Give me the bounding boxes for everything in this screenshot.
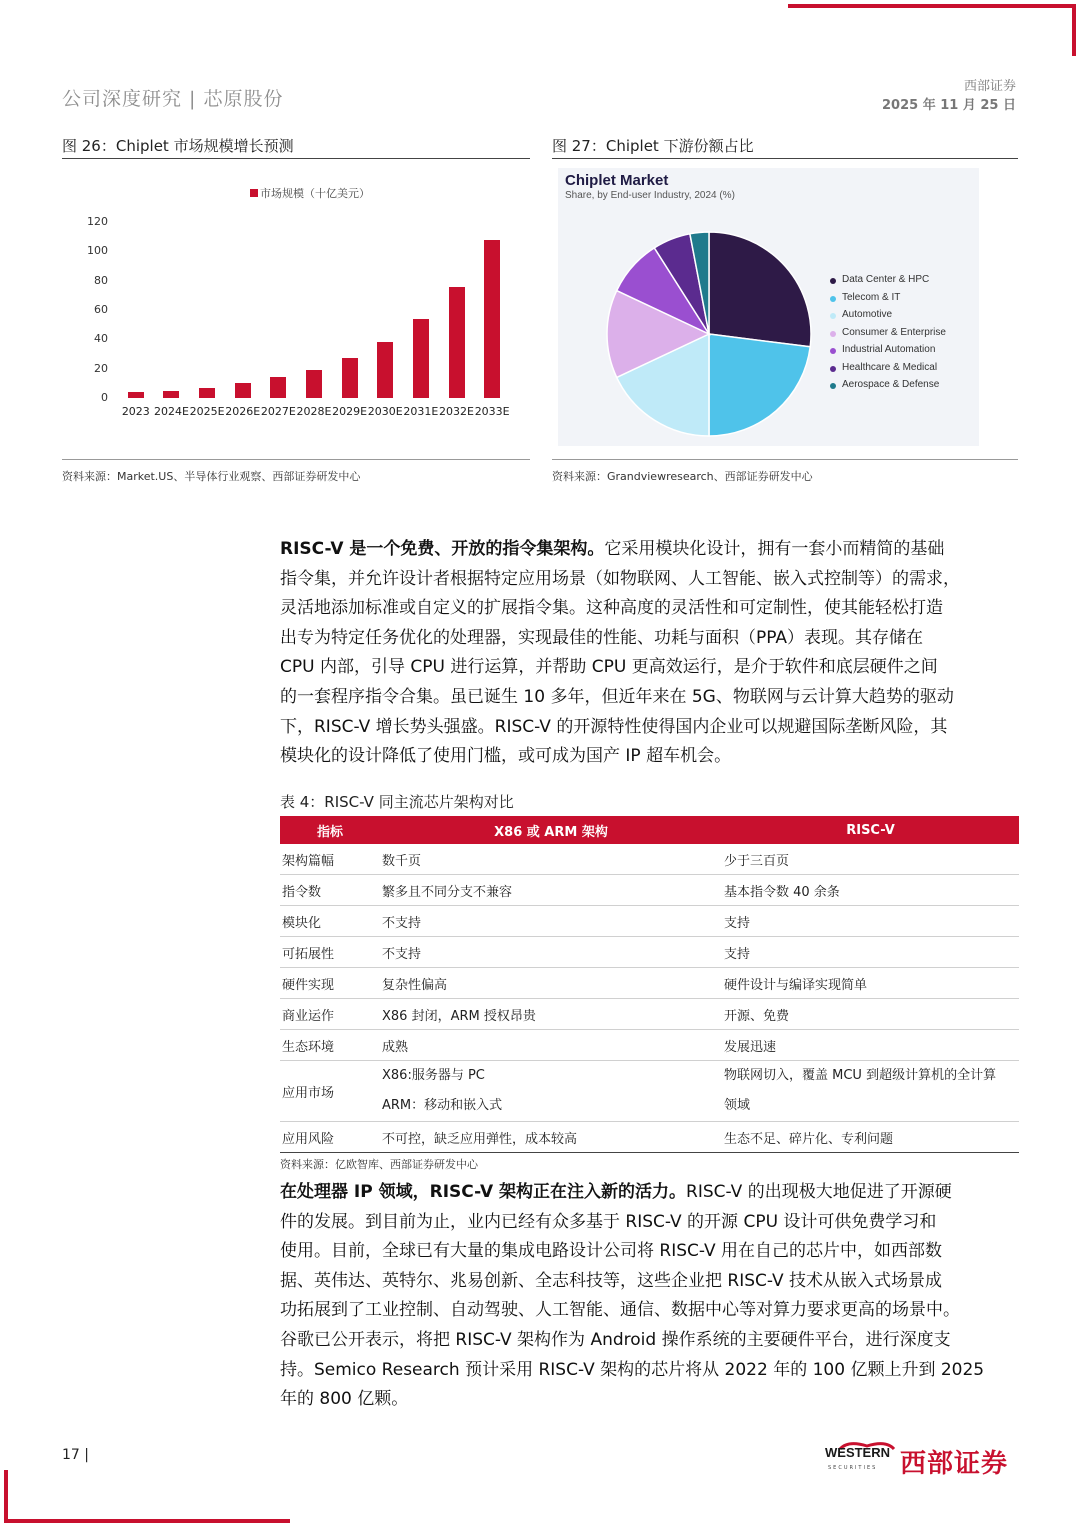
paragraph-risc-v-intro [280,535,1020,772]
legend-label: Data Center & HPC [842,274,930,285]
pie-chart [558,168,979,446]
paragraph-line: RISC-V 是一个免费、开放的指令集架构。它采用模块化设计，拥有一套小而精简的基础 [280,539,945,559]
x-tick-label: 2028E [296,405,332,418]
legend-label: Aerospace & Defense [842,379,940,390]
x-tick-label: 2029E [332,405,368,418]
corner-line-top [788,4,1076,8]
paragraph-line: 指令集，并允许设计者根据特定应用场景（如物联网、人工智能、嵌入式控制等）的需求， [280,568,960,589]
x-tick-label: 2025E [189,405,225,418]
bar-2025E [199,388,215,398]
legend-label: Industrial Automation [842,344,936,355]
y-tick-label: 100 [87,244,108,258]
corner-line-bottom-vertical [4,1470,8,1523]
legend-dot-icon [830,278,836,284]
table-row-market: 应用市场 X86:服务器与 PC ARM：移动和嵌入式 物联网切入，覆盖 MCU 到超级计算机的全计算 领域 [280,1061,1019,1122]
page-number: 17 | [62,1447,89,1463]
logo-chinese: 西部证券 [900,1449,1009,1479]
table-header-x86-arm: X86 或 ARM 架构 [380,816,722,844]
table-row: 硬件实现 复杂性偏高 硬件设计与编译实现简单 [280,968,1019,999]
paragraph-lead: 在处理器 IP 领域，RISC-V 架构正在注入新的活力。 [280,1182,687,1202]
logo-english-sub: SECURITIES [828,1465,878,1471]
table-row: 模块化 不支持 支持 [280,906,1019,937]
bar-2033E [484,240,500,398]
pie-slice-telecom-it [709,334,810,436]
figure-27-top-rule [552,158,1018,159]
table-header-metric: 指标 [280,816,380,844]
paragraph-line: 模块化的设计降低了使用门槛，或可成为国产 IP 超车机会。 [280,746,732,767]
bar-2028E [306,370,322,398]
legend-label: 市场规模（十亿美元） [260,187,370,200]
y-tick-label: 40 [94,332,108,346]
paragraph-line: 谷歌已公开表示，将把 RISC-V 架构作为 Android 操作系统的主要硬件平台，进行深度支 [280,1329,951,1350]
broker-name: 西部证券 [963,79,1016,94]
legend-dot-icon [830,366,836,372]
paragraph-line: 下，RISC-V 增长势头强盛。RISC-V 的开源特性使得国内企业可以规避国际垄断风险，其 [280,716,948,737]
bar-2029E [342,358,358,398]
figure-27-source: 资料来源：Grandviewresearch、西部证券研发中心 [552,470,813,483]
table-header-riscv: RISC-V [722,816,1019,844]
bar-2031E [413,319,429,398]
table-header-row [280,816,1019,844]
x-tick-label: 2023 [121,405,150,418]
paragraph-line: 件的发展。到目前为止，业内已经有众多基于 RISC-V 的开源 CPU 设计可供免费学习和 [280,1211,937,1232]
y-tick-label: 60 [94,303,108,316]
logo-english: WESTERN [825,1445,890,1460]
table-row: 可拓展性 不支持 支持 [280,937,1019,968]
report-header-title: 公司深度研究 | 芯原股份 [62,88,284,110]
bar-2030E [377,342,393,398]
x-tick-label: 2031E [403,405,439,418]
bar-2027E [270,377,286,398]
x-tick-label: 2032E [439,405,474,418]
bar-2024E [163,391,179,398]
pie-chart-subtitle: Share, by End-user Industry, 2024 (%) [565,190,735,201]
paragraph-risc-v-ip [280,1178,1020,1415]
table-4-source: 资料来源：亿欧智库、西部证券研发中心 [280,1158,478,1171]
legend-dot-icon [830,348,836,354]
paragraph-line: CPU 内部，引导 CPU 进行运算，并帮助 CPU 更高效运行，是介于软件和底层硬件之间 [280,657,938,678]
bar-2026E [235,383,251,398]
table-row: 指令数 繁多且不同分支不兼容 基本指令数 40 余条 [280,875,1019,906]
paragraph-line: 灵活地添加标准或自定义的扩展指令集。这种高度的灵活性和可定制性，使其能轻松打造 [280,598,943,619]
legend-label: Automotive [842,309,893,320]
y-tick-label: 0 [101,391,108,404]
pie-slice-data-center-hpc [709,232,811,347]
table-row: 架构篇幅 数千页 少于三百页 [280,844,1019,875]
legend-label: Consumer & Enterprise [842,326,946,338]
legend-label: Telecom & IT [842,291,901,303]
legend-dot-icon [830,331,836,337]
legend-dot-icon [830,383,836,389]
figure-27-title: 图 27：Chiplet 下游份额占比 [552,137,754,155]
x-tick-label: 2024E [153,405,189,418]
legend-dot-icon [830,296,836,302]
bar-2032E [449,287,465,398]
table-row: 生态环境 成熟 发展迅速 [280,1030,1019,1061]
figure-26-source: 资料来源：Market.US、半导体行业观察、西部证券研发中心 [62,470,361,483]
paragraph-line: 的一套程序指令合集。虽已诞生 10 多年，但近年来在 5G、物联网与云计算大趋势的驱动 [280,686,954,707]
x-tick-label: 2033E [474,405,510,418]
paragraph-lead: RISC-V 是一个免费、开放的指令集架构。 [280,539,605,559]
figure-27-bottom-rule [552,459,1018,460]
table-4-title: 表 4：RISC-V 同主流芯片架构对比 [280,793,514,811]
figure-26-title: 图 26：Chiplet 市场规模增长预测 [62,137,294,155]
paragraph-line: 据、英伟达、英特尔、兆易创新、全志科技等，这些企业把 RISC-V 技术从嵌入式场景成 [280,1270,943,1291]
y-tick-label: 120 [87,215,108,228]
paragraph-line: 在处理器 IP 领域，RISC-V 架构正在注入新的活力。RISC-V 的出现极大地促进了开源硬 [280,1182,952,1202]
pie-chart-panel [558,168,979,446]
corner-line-top-vertical [1072,4,1076,56]
pie-chart-title: Chiplet Market [565,172,669,189]
table-row: 商业运作 X86 封闭，ARM 授权昂贵 开源、免费 [280,999,1019,1030]
y-tick-label: 20 [94,361,108,375]
figure-26-bottom-rule [62,459,530,460]
paragraph-line: 使用。目前，全球已有大量的集成电路设计公司将 RISC-V 用在自己的芯片中，如西部数 [280,1241,943,1262]
bar-chart [0,0,540,440]
x-tick-label: 2026E [225,405,261,418]
paragraph-line: 持。Semico Research 预计采用 RISC-V 架构的芯片将从 2022 年的 100 亿颗上升到 2025 [280,1359,985,1380]
y-tick-label: 80 [94,273,108,287]
x-tick-label: 2027E [260,405,296,418]
x-tick-label: 2030E [367,405,403,418]
bar-2023 [128,392,144,398]
table-row: 应用风险 不可控，缺乏应用弹性，成本较高 生态不足、碎片化、专利问题 [280,1122,1019,1153]
paragraph-line: 功拓展到了工业控制、自动驾驶、人工智能、通信、数据中心等对算力要求更高的场景中。 [280,1300,960,1321]
corner-line-bottom [4,1519,290,1523]
report-date: 2025 年 11 月 25 日 [882,98,1016,113]
paragraph-line: 年的 800 亿颗。 [280,1389,409,1410]
legend-label: Healthcare & Medical [842,361,938,373]
paragraph-line: 出专为特定任务优化的处理器，实现最佳的性能、功耗与面积（PPA）表现。其存储在 [280,627,924,648]
comparison-table [280,816,1019,1153]
legend-dot-icon [830,313,836,319]
